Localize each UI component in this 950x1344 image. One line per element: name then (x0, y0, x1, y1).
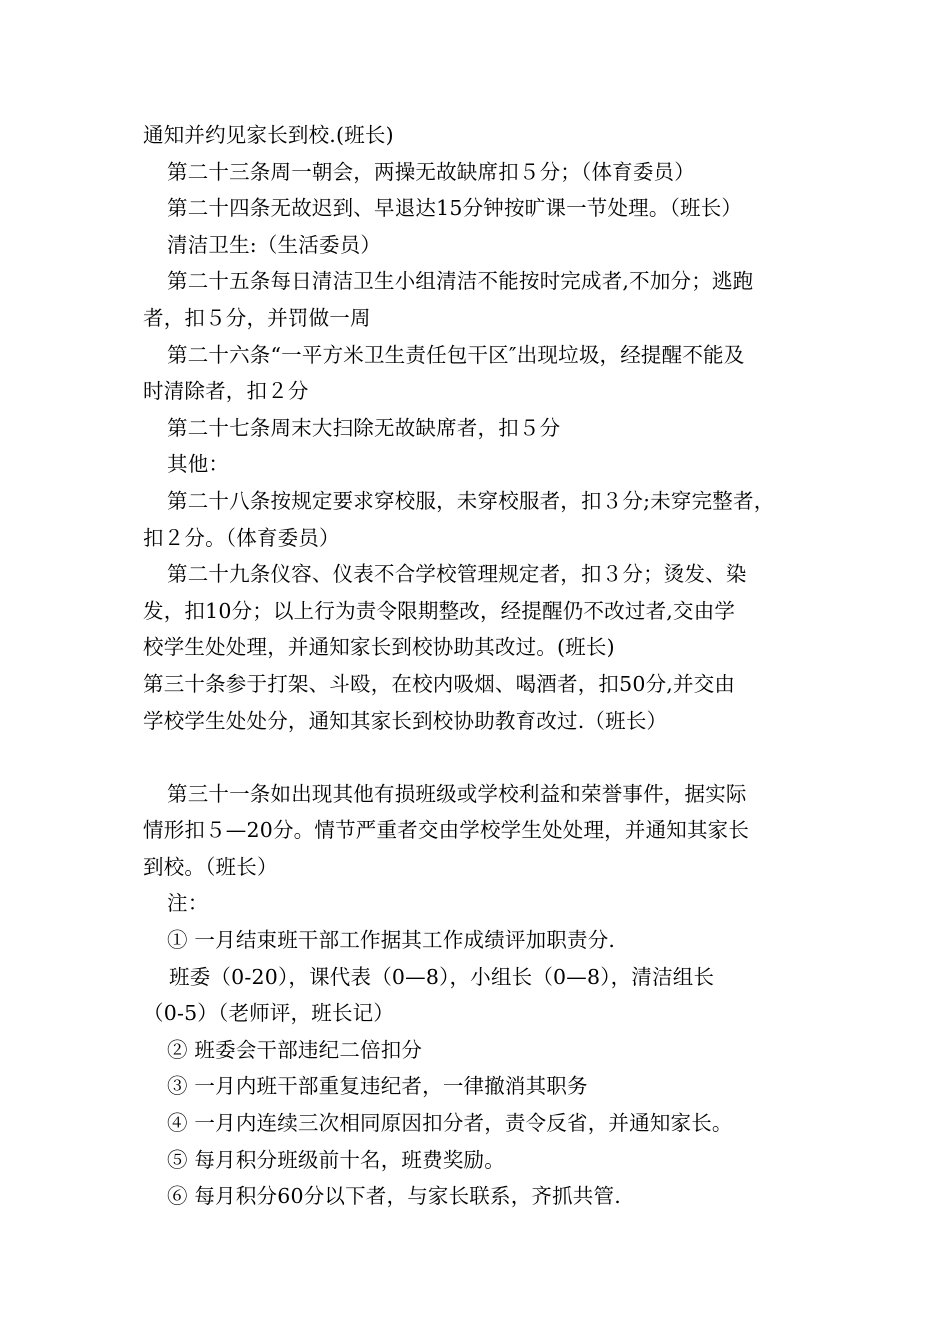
text-line: 者，扣５分，并罚做一周 (143, 305, 371, 330)
note-2: ② 班委会干部违纪二倍扣分 (167, 1037, 423, 1062)
text-line: 校学生处处理，并通知家长到校协助其改过。(班长) (143, 635, 615, 660)
note-3: ③ 一月内班干部重复违纪者，一律撤消其职务 (167, 1074, 588, 1099)
article-26: 第二十六条“一平方米卫生责任包干区″出现垃圾，经提醒不能及 (167, 342, 745, 367)
section-heading-cleaning: 清洁卫生:（生活委员） (167, 232, 382, 257)
note-5: ⑤ 每月积分班级前十名，班费奖励。 (167, 1147, 505, 1172)
text-line: 情形扣５—20分。情节严重者交由学校学生处处理，并通知其家长 (143, 818, 750, 843)
section-heading-other: 其他： (167, 452, 230, 477)
note-1-detail: 班委（0-20），课代表（0—8），小组长（0—8），清洁组长 (169, 964, 715, 989)
blank-line (143, 739, 823, 776)
note-4: ④ 一月内连续三次相同原因扣分者，责令反省，并通知家长。 (167, 1111, 733, 1136)
article-31: 第三十一条如出现其他有损班级或学校利益和荣誉事件，据实际 (167, 781, 747, 806)
article-30: 第三十条参于打架、斗殴，在校内吸烟、喝酒者，扣50分,并交由 (143, 671, 736, 696)
text-line: 到校。（班长） (143, 854, 278, 879)
note-6: ⑥ 每月积分60分以下者，与家长联系，齐抓共管. (167, 1184, 621, 1209)
article-25: 第二十五条每日清洁卫生小组清洁不能按时完成者,不加分；逃跑 (167, 269, 754, 294)
document-body (143, 117, 823, 1215)
article-29: 第二十九条仪容、仪表不合学校管理规定者，扣３分；烫发、染 (167, 562, 747, 587)
text-line: （0-5）（老师评，班长记） (143, 1001, 395, 1026)
note-1: ① 一月结束班干部工作据其工作成绩评加职责分. (167, 928, 616, 953)
article-27: 第二十七条周末大扫除无故缺席者，扣５分 (167, 415, 561, 440)
text-line: 时清除者，扣２分 (143, 379, 309, 404)
text-line: 学校学生处处分，通知其家长到校协助教育改过.（班长） (143, 708, 668, 733)
text-line: 扣２分。（体育委员） (143, 525, 340, 550)
article-28: 第二十八条按规定要求穿校服，未穿校服者，扣３分;未穿完整者， (167, 488, 775, 513)
article-24: 第二十四条无故迟到、早退达15分钟按旷课一节处理。（班长） (167, 196, 743, 221)
article-23: 第二十三条周一朝会，两操无故缺席扣５分；（体育委员） (167, 159, 695, 184)
text-line: 发，扣10分；以上行为责令限期整改，经提醒仍不改过者,交由学 (143, 598, 736, 623)
text-line: 通知并约见家长到校.(班长) (143, 123, 394, 147)
notes-heading: 注： (167, 891, 209, 916)
